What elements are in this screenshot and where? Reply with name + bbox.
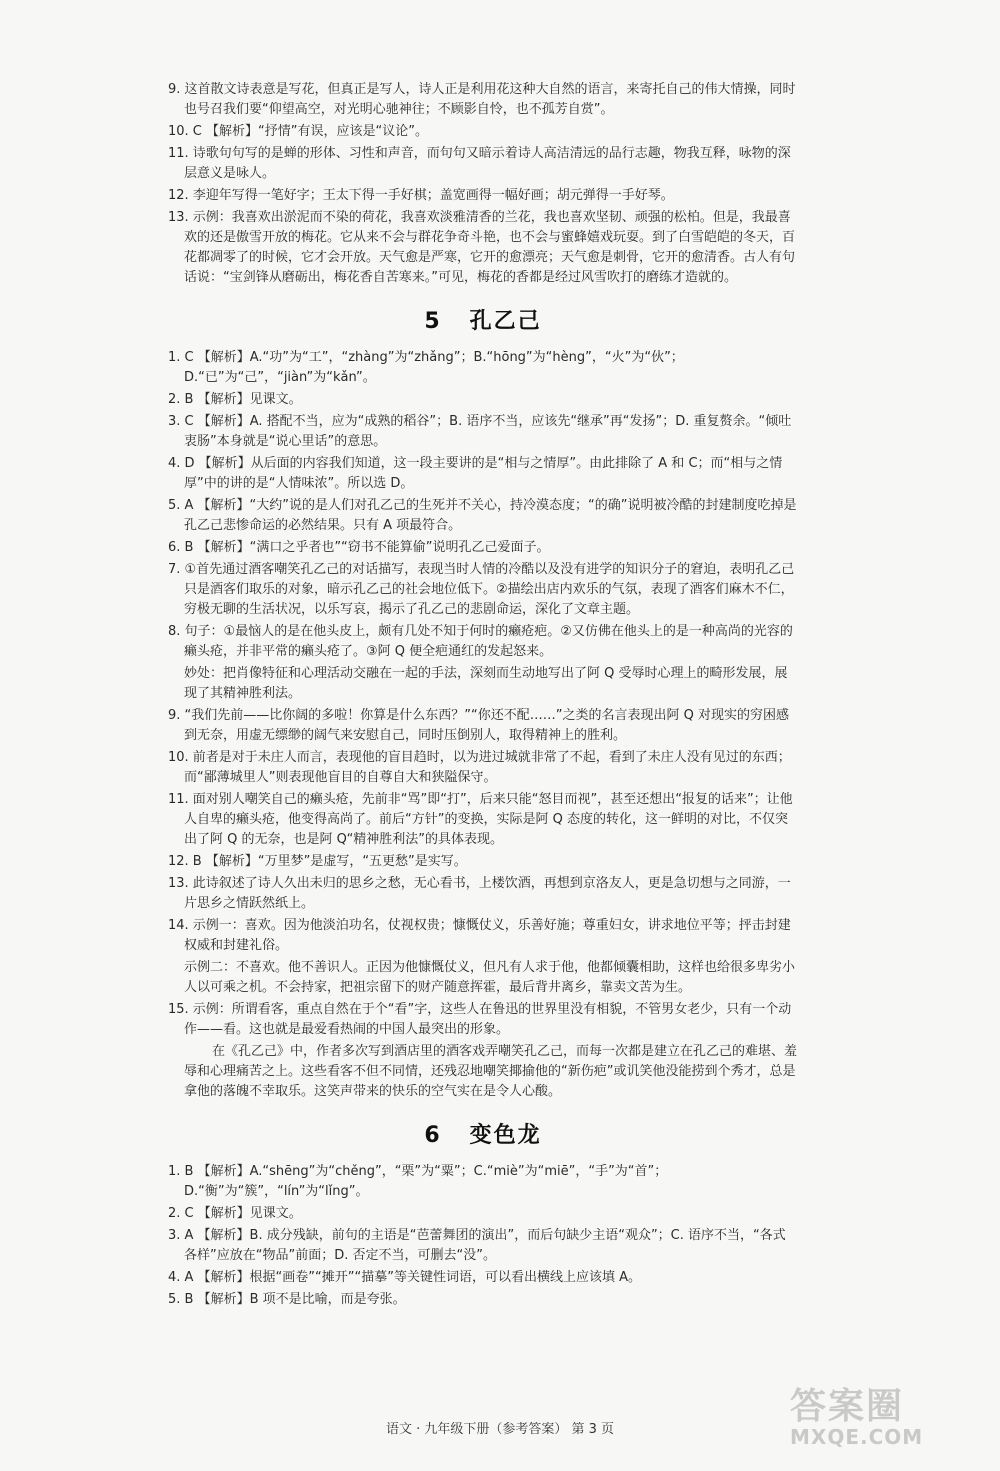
section-5-number: 5 bbox=[424, 309, 442, 334]
s5-answer-2: 2. B 【解析】见课文。 bbox=[168, 392, 302, 407]
section-6-title: 变色龙 bbox=[469, 1123, 542, 1148]
s6-answer-2: 2. C 【解析】见课文。 bbox=[168, 1206, 302, 1221]
section-6-heading bbox=[168, 1123, 798, 1148]
answer-q9: 9. 这首散文诗表意是写花，但真正是写人，诗人正是利用花这种大自然的语言，来寄托自己的伟大情操，同时也号召我们要“仰望高空，对光明心驰神往；不顾影自怜，也不孤芳自赏”。 bbox=[168, 82, 796, 117]
s6-answer-5: 5. B 【解析】B 项不是比喻，而是夸张。 bbox=[168, 1292, 406, 1307]
s5-answer-13: 13. 此诗叙述了诗人久出未归的思乡之愁，无心看书，上楼饮酒，再想到京洛友人，更是急切想与之同游，一片思乡之情跃然纸上。 bbox=[168, 876, 791, 911]
answer-q10: 10. C 【解析】“抒情”有误，应该是“议论”。 bbox=[168, 124, 428, 139]
s5-answer-5: 5. A 【解析】“大约”说的是人们对孔乙己的生死并不关心，持冷漠态度；“的确”说明被冷酷的封建制度吃掉是孔乙己悲惨命运的必然结果。只有 A 项最符合。 bbox=[168, 498, 797, 533]
s5-answer-8-analysis: 妙处：把肖像特征和心理活动交融在一起的手法，深刻而生动地写出了阿 Q 受辱时心理上的畸形发展，展现了其精神胜利法。 bbox=[184, 666, 788, 701]
watermark-sub-text: MXQE.COM bbox=[790, 1425, 924, 1449]
s5-answer-8: 8. 句子：①最恼人的是在他头皮上，颇有几处不知于何时的癞疮疤。②又仿佛在他头上的是一种高尚的光容的癞头疮，并非平常的癞头疮了。③阿 Q 便全疤通红的发起怒来。 bbox=[168, 624, 793, 659]
s5-answer-4: 4. D 【解析】从后面的内容我们知道，这一段主要讲的是“相与之情厚”。由此排除了 A 和 C；而“相与之情厚”中的讲的是“人情味浓”。所以选 D。 bbox=[168, 456, 783, 491]
answer-q13: 13. 示例：我喜欢出淤泥而不染的荷花，我喜欢淡雅清香的兰花，我也喜欢坚韧、顽强的松柏。但是，我最喜欢的还是傲雪开放的梅花。它从来不会与群花争奇斗艳，也不会与蜜蜂嬉戏玩耍。到了白雪皑皑的冬天，百花都凋零了的时候，它才会开放。天气愈是严寒，它开的愈漂亮；天气愈是刺骨，它开的愈清香。古人有句话说：“宝剑锋从磨砺出，梅花香自苦寒来。”可见，梅花的香都是经过风雪吹打的磨练才造就的。 bbox=[168, 210, 796, 285]
watermark-main-text: 答案圈 bbox=[790, 1386, 905, 1427]
s5-answer-15-essay: 在《孔乙己》中，作者多次写到酒店里的酒客戏弄嘲笑孔乙己，而每一次都是建立在孔乙己的难堪、羞辱和心理痛苦之上。这些看客不但不同情，还残忍地嘲笑揶揄他的“新伤疤”或讥笑他没能捞到个秀才，总是拿他的落魄不幸取乐。这笑声带来的快乐的空气实在是令人心酸。 bbox=[184, 1044, 798, 1099]
s5-answer-7: 7. ①首先通过酒客嘲笑孔乙己的对话描写，表现当时人情的冷酷以及没有进学的知识分子的窘迫，表明孔乙己只是酒客们取乐的对象，暗示孔乙己的社会地位低下。②描绘出店内欢乐的气氛，表现了酒客们麻木不仁，穷极无聊的生活状况，以乐写哀，揭示了孔乙己的悲剧命运，深化了文章主题。 bbox=[168, 562, 795, 617]
answer-q11: 11. 诗歌句句写的是蝉的形体、习性和声音，而句句又暗示着诗人高洁清远的品行志趣，物我互释，咏物的深层意义是咏人。 bbox=[168, 146, 791, 181]
section-6-number: 6 bbox=[424, 1123, 442, 1148]
s5-answer-12: 12. B 【解析】“万里梦”是虚写，“五更愁”是实写。 bbox=[168, 854, 467, 869]
s5-answer-14-example-2: 示例二：不喜欢。他不善识人。正因为他慷慨仗义，但凡有人求于他，他都倾囊相助，这样也给很多卑劣小人以可乘之机。不会持家，把祖宗留下的财产随意挥霍，最后背井离乡，靠卖文苦为生。 bbox=[184, 960, 796, 995]
s5-answer-14: 14. 示例一：喜欢。因为他淡泊功名，仗视权贵；慷慨仗义，乐善好施；尊重妇女，讲求地位平等；抨击封建权威和封建礼俗。 bbox=[168, 918, 791, 953]
answer-q12: 12. 李迎年写得一笔好字；王太下得一手好棋；盖宽画得一幅好画；胡元弹得一手好琴。 bbox=[168, 188, 674, 203]
s5-answer-9: 9. “我们先前——比你阔的多啦！你算是什么东西？”“你还不配……”之类的名言表现出阿 Q 对现实的穷困感到无奈，用虚无缥缈的阔气来安慰自己，同时压倒别人，取得精神上的胜利。 bbox=[168, 708, 789, 743]
s6-answer-3: 3. A 【解析】B. 成分残缺，前句的主语是“芭蕾舞团的演出”，而后句缺少主语“观众”；C. 语序不当，“各式各样”应放在“物品”前面；D. 否定不当，可删去“没”。 bbox=[168, 1228, 786, 1263]
answer-page bbox=[168, 80, 798, 1312]
s5-answer-1: 1. C 【解析】A.“功”为“工”，“zhàng”为“zhǎng”；B.“hōng”为“hèng”，“火”为“伙”；D.“已”为“己”，“jiàn”为“kǎn”。 bbox=[168, 350, 684, 385]
page-footer: 语文 · 九年级下册（参考答案） 第 3 页 bbox=[385, 1422, 615, 1437]
s5-answer-15: 15. 示例：所谓看客，重点自然在于个“看”字，这些人在鲁迅的世界里没有相貌，不管男女老少，只有一个动作——看。这也就是最爱看热闹的中国人最突出的形象。 bbox=[168, 1002, 792, 1037]
s5-answer-11: 11. 面对别人嘲笑自己的癞头疮，先前非“骂”即“打”，后来只能“怒目而视”，甚至还想出“报复的话来”；让他人自卑的癞头疮，他变得高尚了。前后“方针”的变换，实际是阿 Q 态度的转化，这一鲜明的对比，不仅突出了阿 Q 的无奈，也是阿 Q“精神胜利法”的具体表现。 bbox=[168, 792, 793, 847]
s5-answer-6: 6. B 【解析】“满口之乎者也”“窃书不能算偷”说明孔乙己爱面子。 bbox=[168, 540, 550, 555]
watermark-logo bbox=[790, 1378, 990, 1468]
section-5-title: 孔乙己 bbox=[469, 309, 542, 334]
s6-answer-4: 4. A 【解析】根据“画卷”“摊开”“描摹”等关键性词语，可以看出横线上应该填 A。 bbox=[168, 1270, 641, 1285]
s5-answer-10: 10. 前者是对于未庄人而言，表现他的盲目趋时，以为进过城就非常了不起，看到了未庄人没有见过的东西；而“鄙薄城里人”则表现他盲目的自尊自大和狭隘保守。 bbox=[168, 750, 791, 785]
section-5-heading bbox=[168, 309, 798, 334]
s5-answer-3: 3. C 【解析】A. 搭配不当，应为“成熟的稻谷”；B. 语序不当，应该先“继承”再“发扬”；D. 重复赘余。“倾吐衷肠”本身就是“说心里话”的意思。 bbox=[168, 414, 792, 449]
s6-answer-1: 1. B 【解析】A.“shēng”为“chěng”，“栗”为“粟”；C.“miè”为“miē”，“手”为“首”；D.“衡”为“簇”，“lín”为“lǐng”。 bbox=[168, 1164, 668, 1199]
